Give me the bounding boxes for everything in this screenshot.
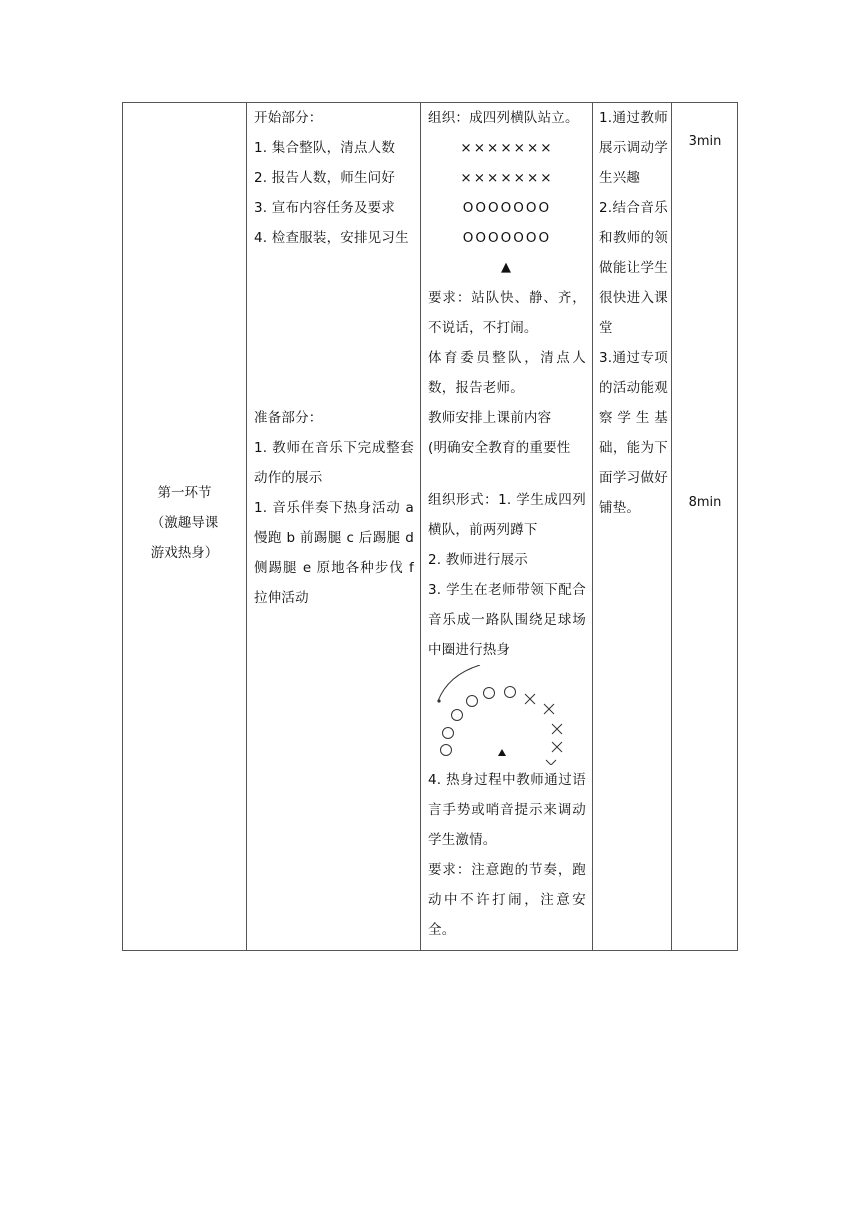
formation-row: OOOOOOO: [462, 230, 552, 246]
content-cell: [246, 103, 420, 950]
warmup-circle-diagram: [428, 665, 592, 765]
prep-title: 准备部分：: [254, 410, 323, 426]
org-requirement: 体育委员整队，清点人数，报告老师。: [428, 350, 586, 396]
start-title: 开始部分：: [254, 110, 323, 126]
stage-subtitle-1: （激趣导课: [150, 515, 219, 531]
org-form: 4. 热身过程中教师通过语言手势或哨音提示来调动学生激情。: [428, 772, 586, 848]
student-cross-icon: [546, 760, 556, 765]
intent-point: 1.通过教师展示调动学生兴趣: [599, 110, 668, 186]
intent-cell: [592, 103, 671, 950]
start-item: 1. 集合整队，清点人数: [254, 140, 396, 156]
org-requirement: 要求：注意跑的节奏，跑动中不许打闹，注意安全。: [428, 862, 586, 938]
intent-point: 2.结合音乐和教师的领做能让学生很快进入课堂: [599, 200, 668, 336]
start-item: 4. 检查服装，安排见习生: [254, 230, 409, 246]
org-requirement: 教师安排上课前内容: [428, 410, 552, 426]
org-line: 组织：成四列横队站立。: [428, 110, 579, 126]
student-cross-icon: [552, 742, 562, 752]
start-item: 3. 宣布内容任务及要求: [254, 200, 396, 216]
stage-cell: [123, 103, 246, 950]
time-value: 3min: [688, 134, 722, 149]
org-form: 组织形式：1. 学生成四列横队，前两列蹲下: [428, 492, 586, 538]
student-circle-icon: [484, 688, 495, 699]
stage-subtitle-2: 游戏热身）: [150, 545, 219, 561]
teacher-triangle-icon: ▲: [501, 260, 513, 275]
intent-point: 3.通过专项的活动能观察学生基础，能为下面学习做好铺垫。: [599, 350, 668, 516]
prep-item: 1. 教师在音乐下完成整套动作的展示: [254, 440, 414, 486]
student-circle-icon: [467, 696, 478, 707]
formation-row: ×××××××: [460, 170, 554, 186]
org-requirement: 要求：站队快、静、齐，不说话，不打闹。: [428, 290, 586, 336]
student-cross-icon: [552, 724, 562, 734]
prep-item: 1. 音乐伴奏下热身活动 a 慢跑 b 前踢腿 c 后踢腿 d 侧踢腿 e 原地各种步伐 f 拉伸活动: [254, 500, 414, 606]
organization-cell: [420, 103, 592, 950]
student-cross-icon: [544, 704, 554, 714]
start-item: 2. 报告人数，师生问好: [254, 170, 396, 186]
stage-label: [123, 478, 246, 568]
time-value: 8min: [688, 495, 722, 510]
formation-row: OOOOOOO: [462, 200, 552, 216]
student-cross-icon: [525, 694, 535, 704]
student-circle-icon: [441, 745, 452, 756]
org-form: 2. 教师进行展示: [428, 552, 528, 568]
student-circle-icon: [443, 728, 454, 739]
time-cell: [671, 103, 739, 950]
lesson-plan-table: [122, 102, 738, 951]
org-requirement: (明确安全教育的重要性: [428, 440, 571, 456]
stage-name: 第一环节: [157, 485, 212, 501]
teacher-triangle-icon: [498, 749, 506, 756]
org-form: 3. 学生在老师带领下配合音乐成一路队围绕足球场中圈进行热身: [428, 582, 586, 658]
arrow-head-icon: [437, 699, 440, 702]
student-circle-icon: [452, 710, 463, 721]
student-circle-icon: [505, 687, 516, 698]
formation-row: ×××××××: [460, 140, 554, 156]
